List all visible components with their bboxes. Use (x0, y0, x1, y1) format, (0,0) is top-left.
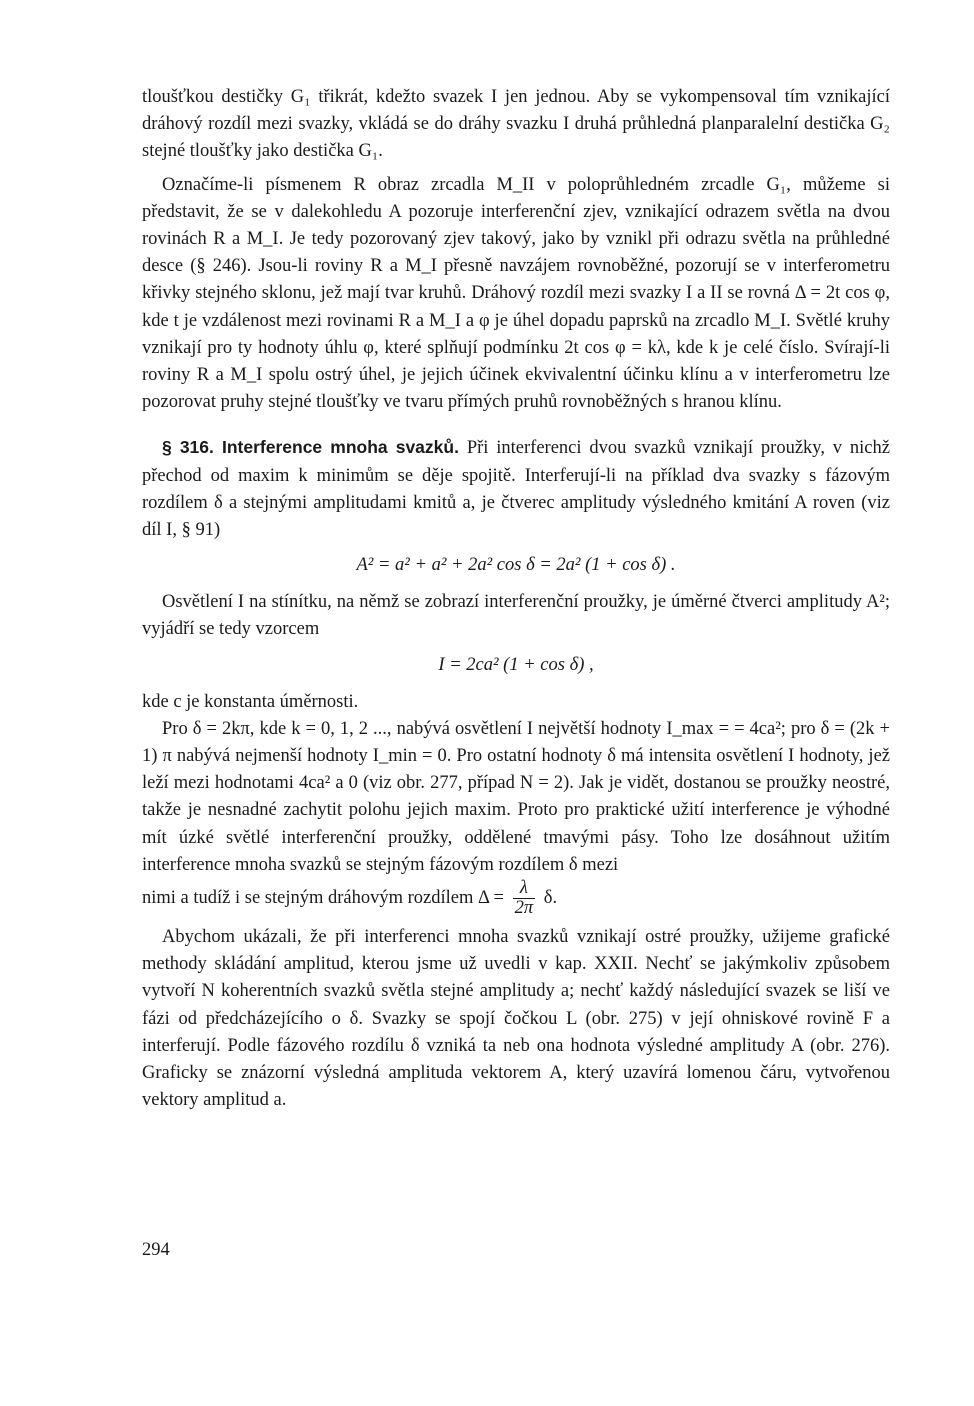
equation-amplitude: A² = a² + a² + 2a² cos δ = 2a² (1 + cos δ) . (356, 555, 676, 576)
fraction-lambda-over-2pi (513, 879, 536, 918)
paragraph-6-tail: δ. (543, 887, 558, 908)
equation-illumination: I = 2ca² (1 + cos δ) , (438, 654, 594, 675)
paragraph-1: tloušťkou destičky G₁ třikrát, kdežto svazek I jen jednou. Aby se vykompensoval tím vznikající dráhový rozdíl mezi svazky, vkládá se do dráhy svazku I druhá průhledná planparalelní destička G₂ stejné tloušťky jako destička G₁. (142, 87, 890, 162)
section-paragraph (142, 434, 890, 544)
paragraph-6-last-line (142, 879, 890, 918)
paragraph-2: Označíme-li písmenem R obraz zrcadla M_II v poloprůhledném zrcadle G₁, můžeme si představit, že se v dalekohledu A pozoruje interferenční zjev, vznikající odrazem světla na dvou rovinách R a M_I. Je tedy pozorovaný zjev takový, jako by vznikl při odrazu světla na průhledné desce (§ 246). Jsou-li roviny R a M_I přesně navzájem rovnoběžné, pozorují se v interferometru křivky stejného sklonu, jež mají tvar kruhů. Dráhový rozdíl mezi svazky I a II se rovná Δ = 2t cos φ, kde t je vzdálenost mezi rovinami R a M_I a φ je úhel dopadu paprsků na zrcadlo M_I. Světlé kruhy vznikají pro ty hodnoty úhlu φ, které splňují podmínku 2t cos φ = kλ, kde k je celé číslo. Svírají-li roviny R a M_I spolu ostrý úhel, je jejich účinek ekvivalentní účinku klínu a v interferometru lze pozorovat pruhy stejné tloušťky ve tvaru přímých pruhů rovnoběžných s hranou klínu. (142, 174, 890, 413)
paragraph-7: Abychom ukázali, že při interferenci mnoha svazků vznikají ostré proužky, užijeme grafické methody skládání amplitud, kterou jsme už uvedli v kap. XXII. Nechť se jakýmkoliv způsobem vytvoří N koherentních svazků světla stejné amplitudy a; nechť každý následující svazek se liší ve fázi od předcházejícího o δ. Svazky se spojí čočkou L (obr. 275) v její ohniskové rovině F a interferují. Podle fázového rozdílu δ vzniká ta neb ona hodnota výsledné amplitudy A (obr. 276). Graficky se znázorní výsledná amplituda vektorem A, který uzavírá lomenou čáru, vytvořenou vektory amplitud a. (142, 927, 890, 1111)
paragraph-5: kde c je konstanta úměrnosti. (142, 691, 359, 712)
page-body (142, 84, 890, 1115)
paragraph-4: Osvětlení I na stínítku, na němž se zobrazí interferenční proužky, je úměrné čtverci amplitudy A²; vyjádří se tedy vzorcem (142, 592, 890, 640)
paragraph-6: Pro δ = 2kπ, kde k = 0, 1, 2 ..., nabývá osvětlení I největší hodnoty I_max = = 4ca²; pro δ = (2k + 1) π nabývá nejmenší hodnoty I_min = 0. Pro ostatní hodnoty δ má intensita osvětlení I hodnoty, jež leží mezi hodnotami 4ca² a 0 (viz obr. 277, případ N = 2). Jak je vidět, dostanou se proužky neostré, takže je nesnadné zachytit polohu jejich maxim. Proto pro praktické užití interference je výhodné mít úzké světlé interferenční proužky, oddělené tmavými pásy. Toho lze dosáhnout užitím interference mnoha svazků se stejným fázovým rozdílem δ mezi (142, 718, 890, 875)
page-number: 294 (142, 1240, 170, 1260)
paragraph-6-last-text: nimi a tudíž i se stejným dráhovým rozdílem Δ = (142, 887, 504, 908)
fraction-numerator: λ (513, 879, 536, 899)
section-heading: § 316. Interference mnoha svazků. (162, 437, 459, 458)
paragraph-3: Při interferenci dvou svazků vznikají proužky, v nichž přechod od maxim k minimům se děje spojitě. Interferují-li na příklad dva svazky s fázovým rozdílem δ a stejnými amplitudami kmitů a, je čtverec amplitudy výsledného kmitání A roven (viz díl I, § 91) (142, 438, 890, 541)
fraction-denominator: 2π (514, 898, 534, 919)
